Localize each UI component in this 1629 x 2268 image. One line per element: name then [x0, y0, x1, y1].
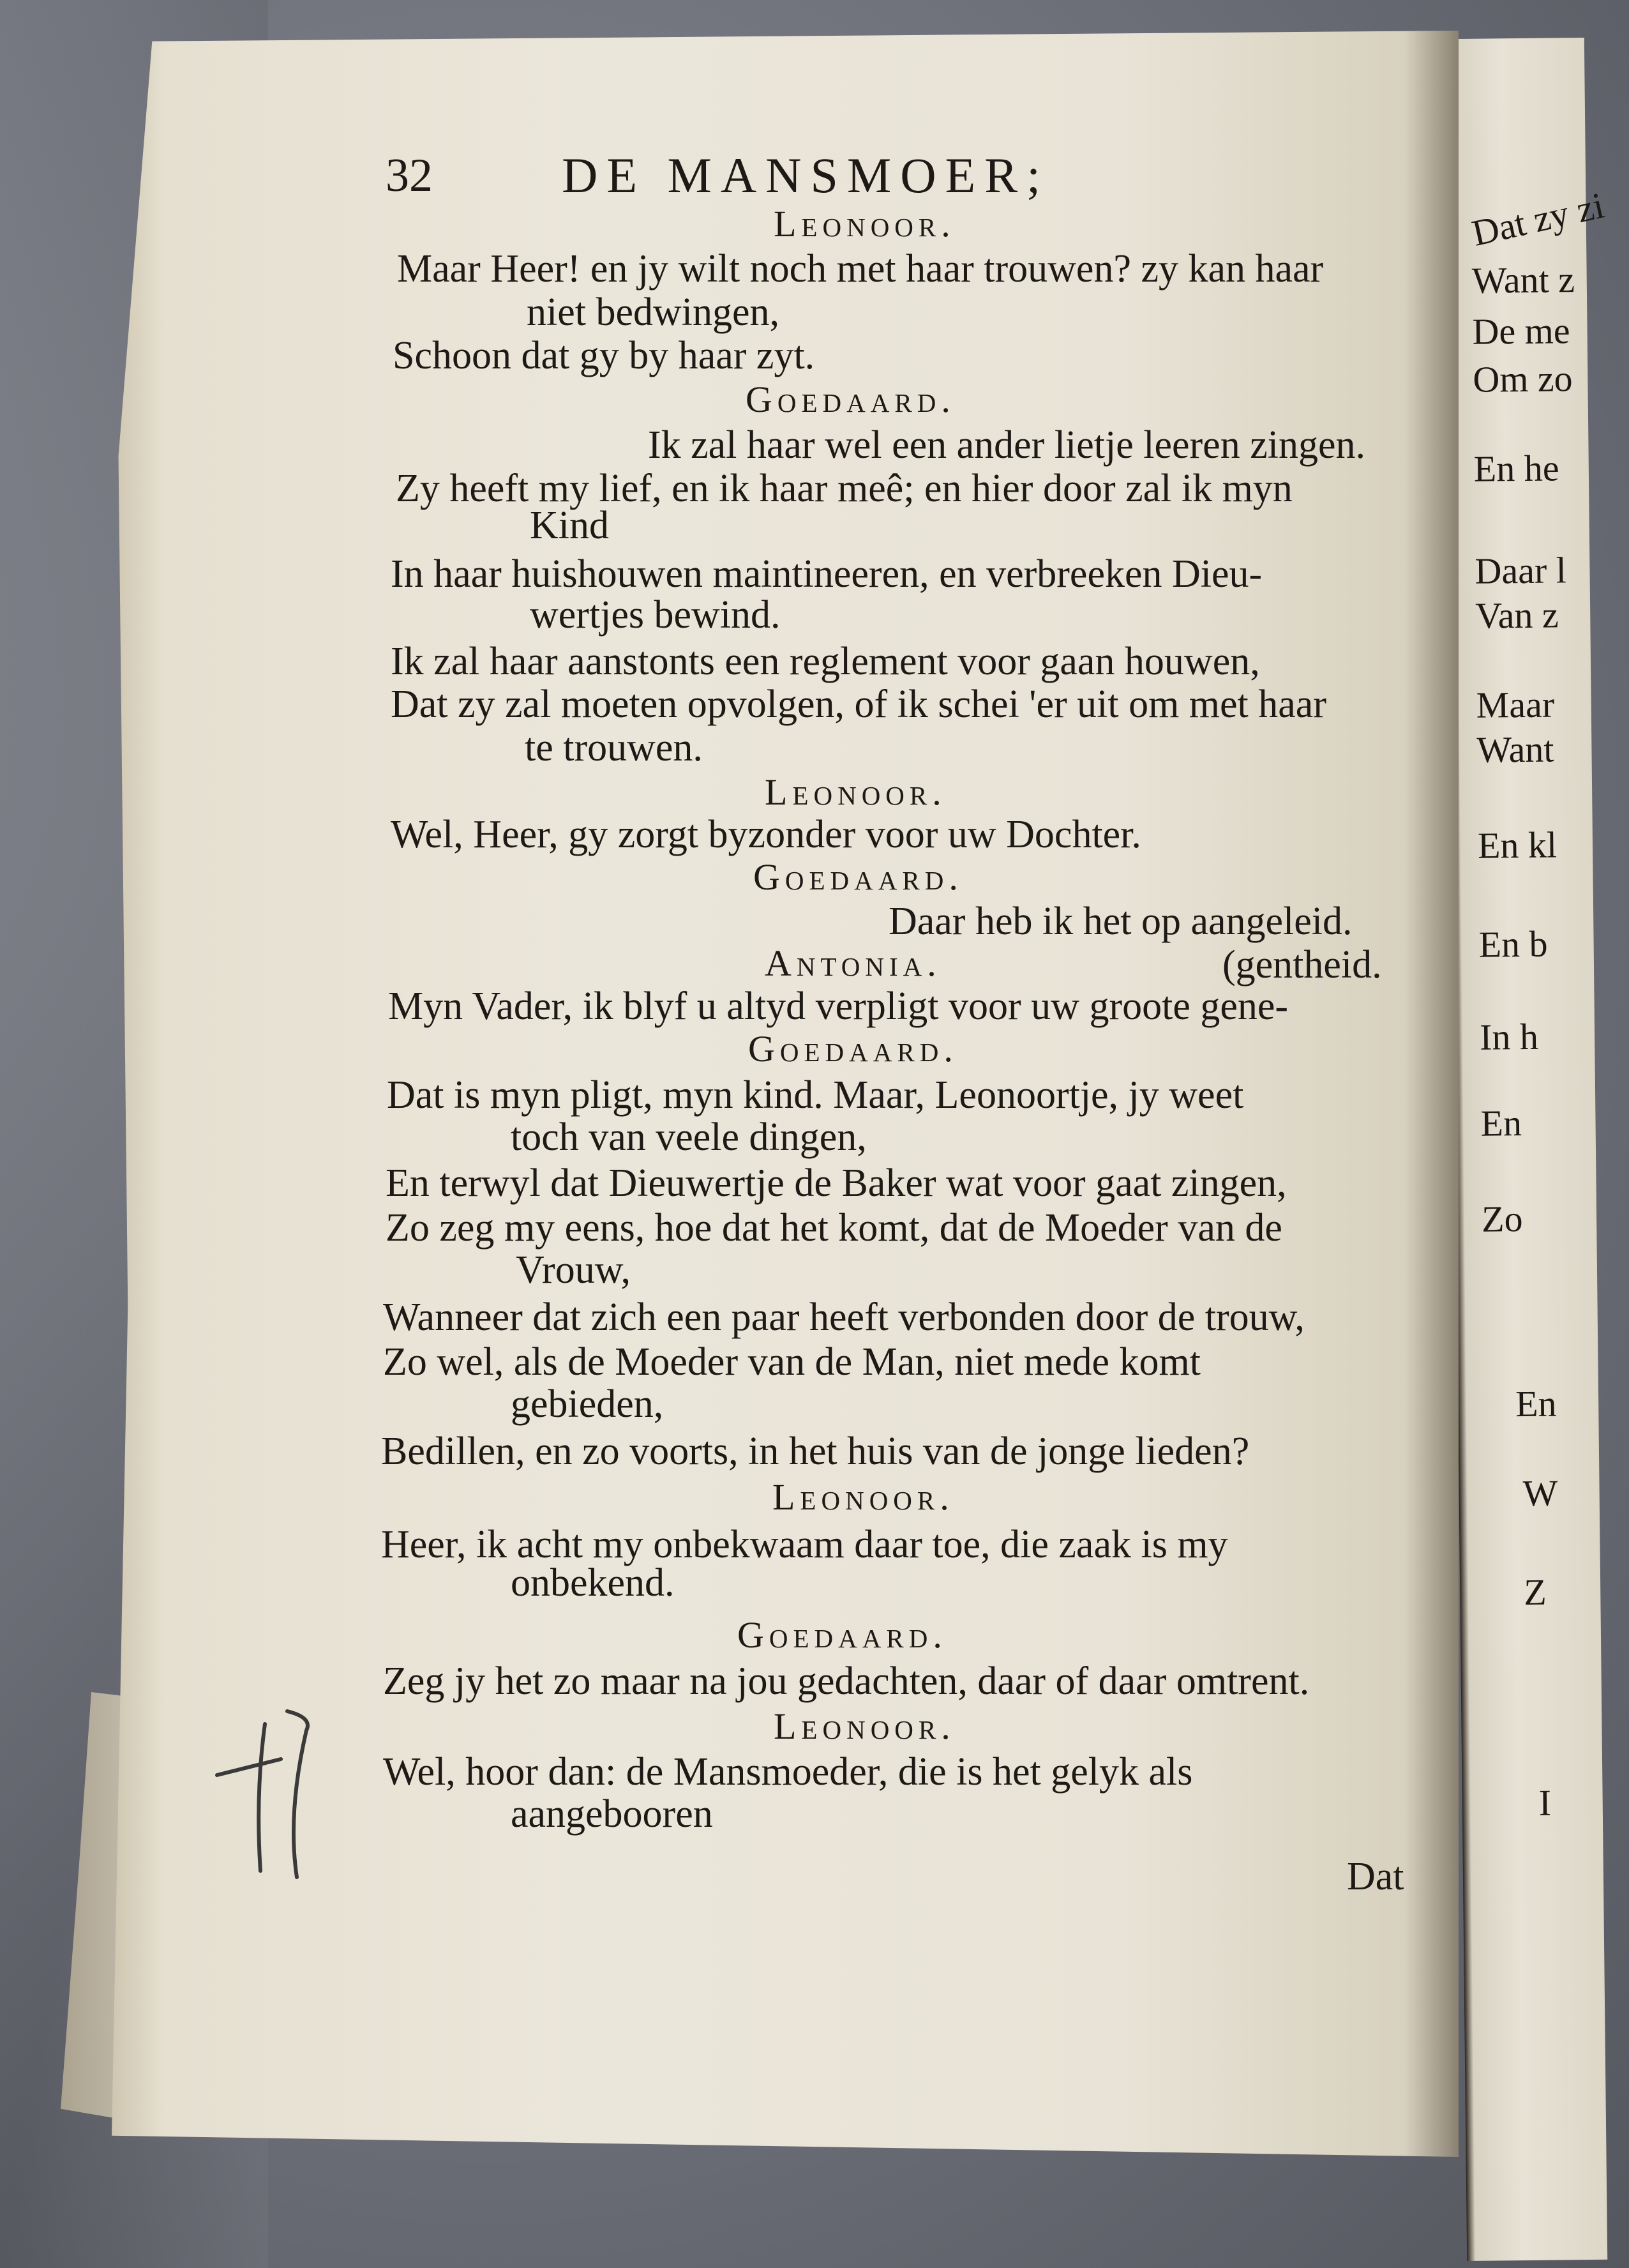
speaker-name: Leonoor. [774, 1705, 956, 1747]
facing-fragment: In h [1479, 1015, 1539, 1058]
speaker-name: Leonoor. [765, 771, 947, 813]
verse-line: In haar huishouwen maintineeren, en verbreeken Dieu- [391, 552, 1263, 596]
facing-fragment: Want [1476, 728, 1554, 771]
facing-fragment: Maar [1476, 683, 1555, 726]
verse-line: Dat is myn pligt, myn kind. Maar, Leonoortje, jy weet [387, 1073, 1244, 1117]
verse-line: Wel, Heer, gy zorgt byzonder voor uw Dochter. [391, 813, 1141, 856]
verse-continuation: te trouwen. [525, 726, 703, 769]
verse-line: Dat zy zal moeten opvolgen, of ik schei 'er uit om met haar [391, 683, 1326, 726]
facing-fragment: Om zo [1473, 358, 1573, 400]
facing-fragment: Daar l [1475, 549, 1567, 592]
verse-line: Ik zal haar wel een ander lietje leeren zingen. [648, 423, 1365, 467]
facing-fragment: En [1480, 1102, 1522, 1144]
speaker-name: Goedaard. [753, 856, 963, 898]
facing-page [1444, 38, 1607, 2261]
verse-continuation: onbekend. [511, 1561, 675, 1605]
speaker-name: Goedaard. [748, 1028, 958, 1070]
speaker-name: Antonia. [765, 942, 942, 984]
verse-continuation: niet bedwingen, [527, 291, 780, 334]
facing-fragment: En b [1478, 923, 1548, 965]
verse-line: Zo wel, als de Moeder van de Man, niet mede komt [383, 1340, 1201, 1384]
verse-line: Wel, hoor dan: de Mansmoeder, die is het gelyk als [383, 1750, 1193, 1794]
facing-fragment: Dat zy zi [1468, 184, 1608, 254]
speaker-name: Goedaard. [737, 1614, 947, 1656]
verse-line: Bedillen, en zo voorts, in het huis van de jonge lieden? [381, 1430, 1250, 1473]
catchword: Dat [1347, 1855, 1404, 1898]
speaker-name: Goedaard. [746, 379, 956, 420]
verse-line: Zo zeg my eens, hoe dat het komt, dat de Moeder van de [386, 1206, 1282, 1250]
speaker-name: Leonoor. [774, 203, 956, 245]
verse-line: Zeg jy het zo maar na jou gedachten, daar of daar omtrent. [383, 1659, 1310, 1703]
verse-line: Daar heb ik het op aangeleid. [889, 900, 1353, 943]
verse-continuation: aangebooren [511, 1792, 713, 1836]
verse-line: Heer, ik acht my onbekwaam daar toe, die zaak is my [381, 1523, 1228, 1566]
facing-fragment: Z [1523, 1571, 1547, 1614]
verse-continuation: wertjes bewind. [530, 593, 781, 637]
verse-continuation: gebieden, [511, 1382, 664, 1426]
facing-fragment: Zo [1481, 1198, 1523, 1240]
facing-fragment: Want z [1471, 259, 1575, 301]
pencil-annotation [211, 1698, 332, 1890]
facing-fragment: En he [1473, 447, 1559, 490]
verse-continuation: toch van veele dingen, [511, 1115, 867, 1159]
verse-line: Zy heeft my lief, en ik haar meê; en hier door zal ik myn [396, 467, 1293, 510]
facing-fragment: En kl [1477, 824, 1558, 866]
verse-continuation: Kind [530, 504, 609, 547]
page-number: 32 [386, 149, 433, 202]
facing-fragment: W [1522, 1472, 1558, 1515]
verse-line: Wanneer dat zich een paar heeft verbonden door de trouw, [383, 1296, 1305, 1339]
verse-line: Ik zal haar aanstonts een reglement voor gaan houwen, [391, 640, 1260, 683]
speaker-name: Leonoor. [772, 1476, 954, 1518]
turnover-fragment: (gentheid. [1222, 943, 1382, 987]
verse-line: Schoon dat gy by haar zyt. [393, 334, 815, 377]
verse-line: Maar Heer! en jy wilt noch met haar trouwen? zy kan haar [397, 247, 1324, 291]
facing-fragment: De me [1472, 310, 1570, 352]
verse-line: Myn Vader, ik blyf u altyd verpligt voor uw groote gene- [388, 985, 1289, 1028]
verse-line: En terwyl dat Dieuwertje de Baker wat voor gaat zingen, [386, 1161, 1287, 1205]
running-title: DE MANSMOER; [562, 147, 1049, 203]
facing-fragment: Van z [1475, 594, 1559, 637]
facing-fragment: I [1538, 1781, 1552, 1824]
verse-continuation: Vrouw, [516, 1248, 631, 1292]
facing-fragment: En [1515, 1382, 1557, 1425]
